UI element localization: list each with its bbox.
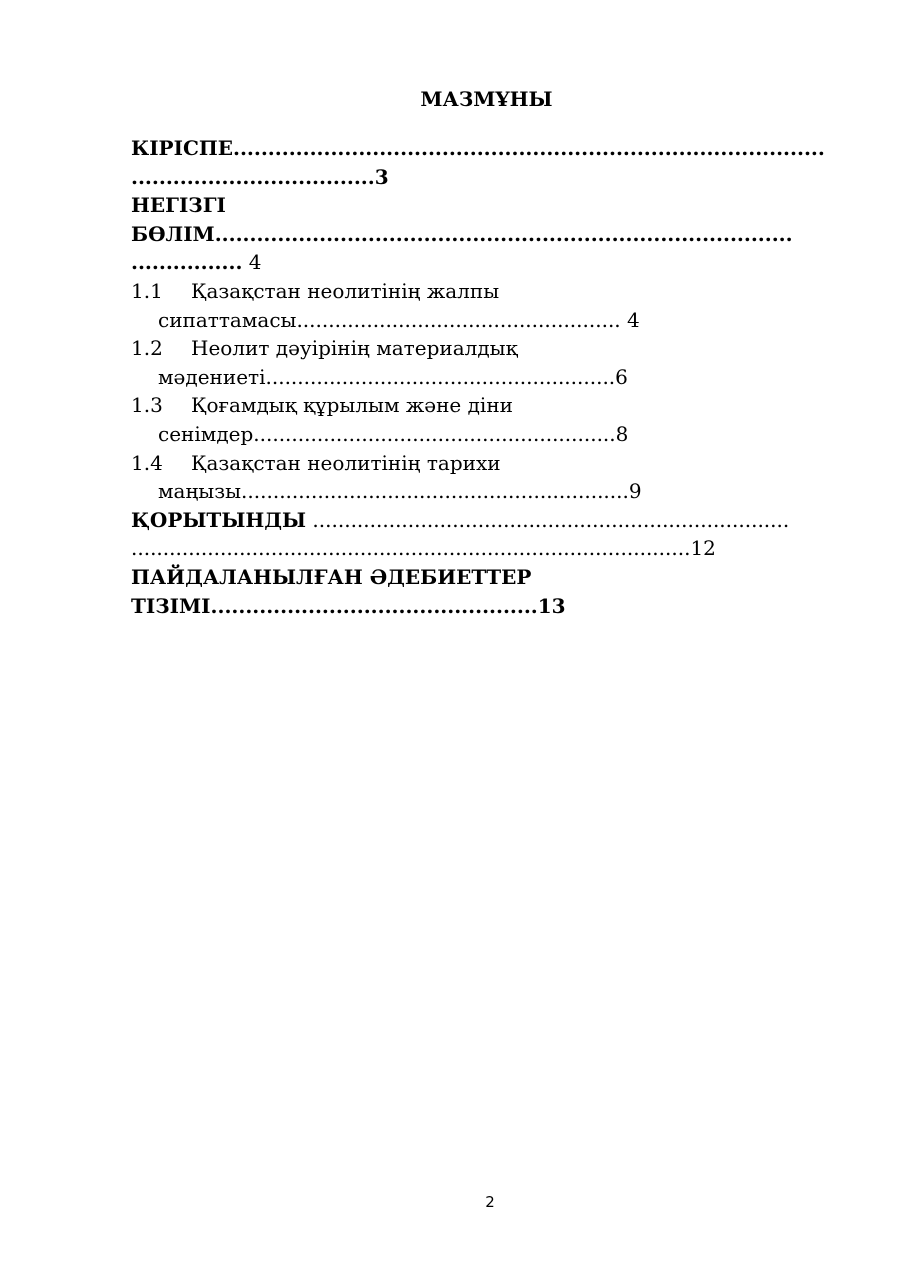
toc-entry-introduction: [131, 134, 846, 191]
section-title: ҚОРЫТЫНДЫ: [131, 507, 307, 532]
section-number: 1.2: [131, 336, 163, 361]
toc-line: мәдениеті.......................................................6: [158, 364, 628, 389]
section-number: 1.4: [131, 450, 163, 475]
toc-leader: ...........................................................................: [306, 507, 790, 532]
toc-line: [131, 506, 846, 535]
toc-line: НЕГІЗГІ: [131, 193, 226, 218]
toc-line: [131, 248, 846, 277]
toc-line: ТІЗІМІ...............................................13: [131, 593, 566, 618]
toc-line: ...................................3: [131, 164, 389, 189]
toc-title: МАЗМҰНЫ: [420, 87, 553, 111]
toc-entry-1-1: [131, 277, 846, 334]
toc-line: ПАЙДАЛАНЫЛҒАН ӘДЕБИЕТТЕР: [131, 564, 532, 589]
table-of-contents: [131, 134, 846, 620]
toc-line: КІРІСПЕ.....................................................................................: [131, 136, 825, 160]
toc-line: маңызы.............................................................9: [158, 479, 642, 504]
toc-entry-1-3: [131, 391, 846, 448]
toc-line: [131, 277, 846, 306]
toc-line: [131, 391, 846, 420]
toc-entry-1-2: [131, 334, 846, 391]
section-title: Неолит дәуірінің материалдық: [191, 336, 518, 361]
section-title: Қоғамдық құрылым және діни: [191, 393, 513, 418]
section-number: 1.1: [131, 278, 163, 303]
toc-entry-main-part: [131, 191, 846, 277]
toc-page-ref: 4: [242, 250, 262, 275]
toc-entry-conclusion: [131, 506, 846, 563]
section-title: Қазақстан неолитінің жалпы: [191, 278, 500, 303]
toc-line: [131, 334, 846, 363]
toc-line: сипаттамасы................................................... 4: [158, 307, 640, 332]
section-number: 1.3: [131, 393, 163, 418]
section-title: Қазақстан неолитінің тарихи: [191, 450, 501, 475]
page-number: 2: [485, 1193, 495, 1211]
toc-entry-references: [131, 563, 846, 620]
toc-line: сенімдер.........................................................8: [158, 421, 629, 446]
toc-line: БӨЛІМ...................................................................................: [131, 221, 793, 246]
toc-entry-1-4: [131, 449, 846, 506]
toc-line: ........................................................................................12: [131, 536, 716, 561]
toc-line: [131, 449, 846, 478]
toc-leader: ................: [131, 250, 243, 275]
